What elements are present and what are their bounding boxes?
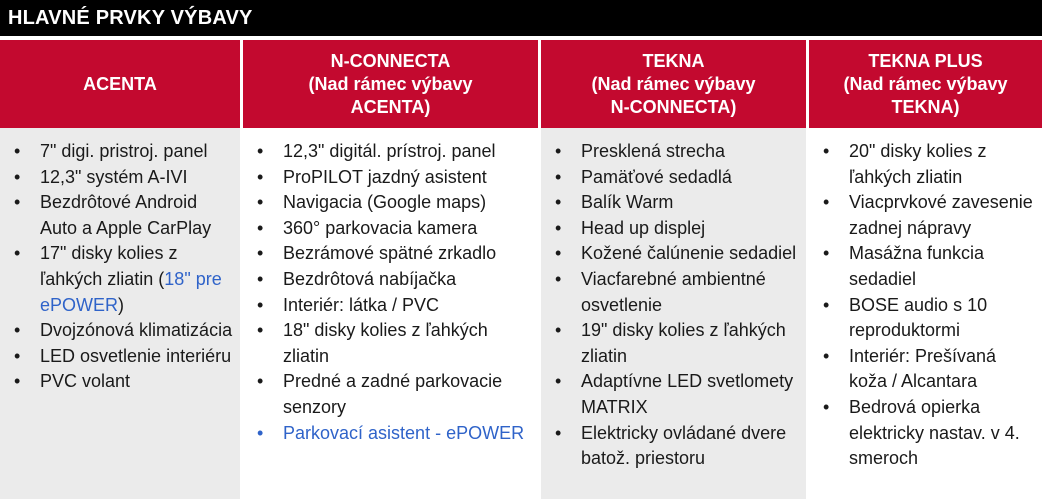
feature-item	[553, 139, 800, 165]
feature-item	[12, 190, 234, 241]
bullet-icon: •	[257, 243, 264, 264]
feature-text: BOSE audio s 10 reproduktormi	[849, 294, 988, 341]
feature-list	[255, 139, 532, 446]
bullet-icon: •	[14, 166, 21, 187]
feature-suffix-text: )	[118, 294, 125, 315]
feature-item	[553, 241, 800, 267]
feature-item	[12, 344, 234, 370]
feature-text: Interiér: látka / PVC	[283, 294, 440, 315]
page-title: HLAVNÉ PRVKY VÝBAVY	[0, 0, 1042, 36]
feature-text: Viacprvkové zavesenie zadnej nápravy	[849, 192, 1033, 238]
bullet-icon: •	[823, 396, 830, 417]
feature-text: PVC volant	[40, 371, 131, 392]
column-body-tekna-plus	[806, 128, 1042, 499]
feature-item	[553, 165, 800, 191]
column-body-tekna	[538, 128, 806, 499]
bullet-icon: •	[555, 217, 562, 238]
feature-text: ProPILOT jazdný asistent	[283, 166, 487, 187]
feature-text: Bezdrôtové Android Auto a Apple CarPlay	[40, 192, 212, 238]
feature-item	[553, 267, 800, 318]
feature-item	[12, 369, 234, 395]
feature-item	[255, 216, 532, 242]
bullet-icon: •	[555, 422, 562, 443]
feature-text: Adaptívne LED svetlomety MATRIX	[581, 371, 794, 417]
feature-item	[821, 344, 1036, 395]
bullet-icon: •	[14, 141, 21, 161]
features-table	[0, 40, 1042, 499]
feature-text: 7" digi. pristroj. panel	[40, 141, 208, 161]
bullet-icon: •	[823, 141, 830, 161]
bullet-icon: •	[823, 192, 830, 213]
column-header-acenta: ACENTA	[0, 40, 240, 128]
feature-text: Presklená strecha	[581, 141, 726, 161]
bullet-icon: •	[14, 345, 21, 366]
feature-text: 12,3" digitál. prístroj. panel	[283, 141, 496, 161]
feature-item	[255, 369, 532, 420]
feature-text: 20" disky kolies z ľahkých zliatin	[849, 141, 987, 187]
feature-item	[821, 190, 1036, 241]
bullet-icon: •	[257, 422, 264, 443]
feature-text: Interiér: Prešívaná koža / Alcantara	[849, 345, 997, 392]
feature-text: Bedrová opierka elektricky nastav. v 4. smeroch	[849, 396, 1020, 469]
column-body-acenta	[0, 128, 240, 499]
bullet-icon: •	[555, 371, 562, 392]
feature-item	[255, 293, 532, 319]
feature-text: Kožené čalúnenie sedadiel	[581, 243, 797, 264]
feature-text: 19" disky kolies z ľahkých zliatin	[581, 320, 786, 366]
bullet-icon: •	[257, 141, 264, 161]
feature-item	[553, 190, 800, 216]
bullet-icon: •	[14, 243, 21, 264]
feature-highlight-text: 18" pre ePOWER	[40, 268, 222, 315]
bullet-icon: •	[555, 192, 562, 213]
feature-item	[821, 395, 1036, 472]
bullet-icon: •	[14, 192, 21, 213]
feature-text: 12,3" systém A-IVI	[40, 166, 188, 187]
feature-text: Masážna funkcia sedadiel	[849, 243, 985, 289]
feature-text: Elektricky ovládané dvere batož. priestoru	[581, 422, 787, 469]
feature-text: Head up displej	[581, 217, 706, 238]
feature-item	[553, 421, 800, 472]
bullet-icon: •	[555, 243, 562, 264]
feature-text: 18" disky kolies z ľahkých zliatin	[283, 320, 488, 366]
feature-item	[255, 241, 532, 267]
feature-item	[12, 139, 234, 165]
feature-text: Pamäťové sedadlá	[581, 166, 732, 187]
feature-text: 360° parkovacia kamera	[283, 217, 478, 238]
bullet-icon: •	[257, 268, 264, 289]
feature-item	[553, 369, 800, 420]
feature-text: Dvojzónová klimatizácia	[40, 320, 233, 341]
bullet-icon: •	[257, 320, 264, 341]
feature-text: Viacfarebné ambientné osvetlenie	[581, 268, 766, 315]
bullet-icon: •	[555, 141, 562, 161]
feature-text: Balík Warm	[581, 192, 674, 213]
feature-item	[12, 241, 234, 318]
feature-list	[821, 139, 1036, 472]
feature-item	[255, 139, 532, 165]
feature-text: Navigacia (Google maps)	[283, 192, 487, 213]
feature-item	[255, 190, 532, 216]
feature-item	[255, 318, 532, 369]
bullet-icon: •	[823, 243, 830, 264]
bullet-icon: •	[257, 371, 264, 392]
feature-list	[12, 139, 234, 395]
feature-item	[255, 267, 532, 293]
feature-item	[553, 216, 800, 242]
column-header-tekna: TEKNA (Nad rámec výbavy N-CONNECTA)	[538, 40, 806, 128]
bullet-icon: •	[823, 345, 830, 366]
bullet-icon: •	[14, 371, 21, 392]
feature-text: LED osvetlenie interiéru	[40, 345, 232, 366]
feature-item	[255, 165, 532, 191]
feature-item	[821, 241, 1036, 292]
feature-item	[12, 165, 234, 191]
bullet-icon: •	[14, 320, 21, 341]
feature-list	[553, 139, 800, 472]
feature-text: 17" disky kolies z ľahkých zliatin (	[40, 243, 178, 289]
feature-highlight-text: Parkovací asistent - ePOWER	[283, 422, 525, 443]
bullet-icon: •	[257, 192, 264, 213]
feature-item	[821, 293, 1036, 344]
bullet-icon: •	[257, 294, 264, 315]
feature-item	[553, 318, 800, 369]
feature-item	[12, 318, 234, 344]
column-body-n-connecta	[240, 128, 538, 499]
bullet-icon: •	[257, 217, 264, 238]
feature-item	[821, 139, 1036, 190]
feature-item	[255, 421, 532, 447]
bullet-icon: •	[257, 166, 264, 187]
bullet-icon: •	[555, 320, 562, 341]
bullet-icon: •	[823, 294, 830, 315]
column-header-n-connecta: N-CONNECTA (Nad rámec výbavy ACENTA)	[240, 40, 538, 128]
feature-text: Bezrámové spätné zrkadlo	[283, 243, 497, 264]
feature-text: Predné a zadné parkovacie senzory	[283, 371, 503, 417]
bullet-icon: •	[555, 268, 562, 289]
bullet-icon: •	[555, 166, 562, 187]
feature-text: Bezdrôtová nabíjačka	[283, 268, 457, 289]
column-header-tekna-plus: TEKNA PLUS (Nad rámec výbavy TEKNA)	[806, 40, 1042, 128]
